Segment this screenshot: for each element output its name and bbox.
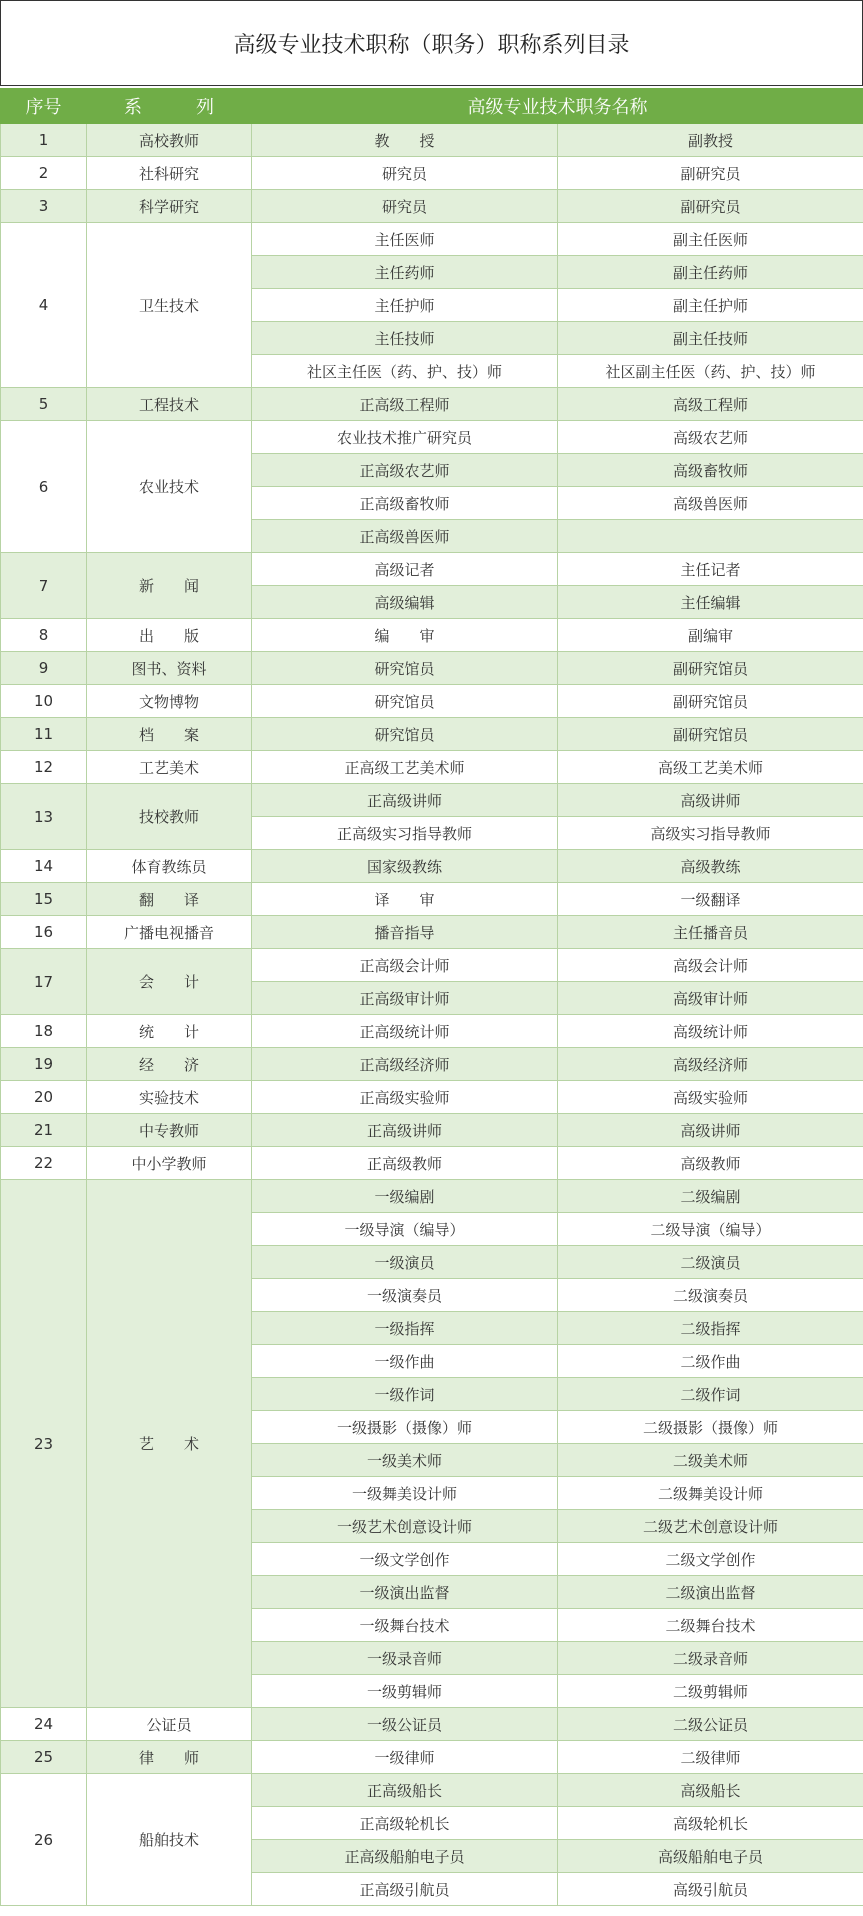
table-row [1,718,863,751]
senior-title: 正高级教师 [252,1147,558,1180]
associate-title: 二级美术师 [558,1444,863,1477]
row-number: 17 [1,949,87,1015]
row-number: 15 [1,883,87,916]
table-row [1,1708,863,1741]
associate-title: 高级统计师 [558,1015,863,1048]
associate-title: 社区副主任医（药、护、技）师 [558,355,863,388]
associate-title: 二级舞台技术 [558,1609,863,1642]
table-row [1,850,863,883]
senior-title: 正高级讲师 [252,784,558,817]
table-row [1,916,863,949]
header-series: 系 列 [87,89,252,124]
table-row [1,751,863,784]
associate-title: 二级剪辑师 [558,1675,863,1708]
associate-title: 二级文学创作 [558,1543,863,1576]
series-name: 实验技术 [87,1081,252,1114]
row-number: 14 [1,850,87,883]
associate-title: 高级工艺美术师 [558,751,863,784]
senior-title: 正高级轮机长 [252,1807,558,1840]
senior-title: 主任护师 [252,289,558,322]
table-row [1,157,863,190]
associate-title: 高级农艺师 [558,421,863,454]
table-row [1,190,863,223]
table-row [1,652,863,685]
table-row [1,1114,863,1147]
associate-title: 副主任医师 [558,223,863,256]
row-number: 3 [1,190,87,223]
row-number: 4 [1,223,87,388]
senior-title: 正高级农艺师 [252,454,558,487]
associate-title: 高级兽医师 [558,487,863,520]
associate-title: 二级作词 [558,1378,863,1411]
document-title: 高级专业技术职称（职务）职称系列目录 [0,0,863,86]
table-row [1,1147,863,1180]
series-name: 律 师 [87,1741,252,1774]
series-name: 中小学教师 [87,1147,252,1180]
associate-title: 高级实习指导教师 [558,817,863,850]
senior-title: 一级演员 [252,1246,558,1279]
associate-title: 高级船舶电子员 [558,1840,863,1873]
associate-title: 副研究馆员 [558,685,863,718]
associate-title: 二级编剧 [558,1180,863,1213]
associate-title: 副教授 [558,124,863,157]
series-name: 图书、资料 [87,652,252,685]
senior-title: 农业技术推广研究员 [252,421,558,454]
associate-title: 高级审计师 [558,982,863,1015]
senior-title: 研究馆员 [252,652,558,685]
senior-title: 正高级引航员 [252,1873,558,1906]
row-number: 9 [1,652,87,685]
senior-title: 研究馆员 [252,718,558,751]
senior-title: 一级演出监督 [252,1576,558,1609]
series-name: 公证员 [87,1708,252,1741]
associate-title: 副研究员 [558,157,863,190]
senior-title: 正高级工程师 [252,388,558,421]
associate-title: 二级艺术创意设计师 [558,1510,863,1543]
senior-title: 一级律师 [252,1741,558,1774]
series-name: 卫生技术 [87,223,252,388]
senior-title: 高级编辑 [252,586,558,619]
senior-title: 主任医师 [252,223,558,256]
associate-title: 二级舞美设计师 [558,1477,863,1510]
series-name: 新 闻 [87,553,252,619]
senior-title: 一级美术师 [252,1444,558,1477]
table-row [1,784,863,817]
series-name: 工艺美术 [87,751,252,784]
row-number: 11 [1,718,87,751]
associate-title: 一级翻译 [558,883,863,916]
senior-title: 正高级船舶电子员 [252,1840,558,1873]
senior-title: 研究馆员 [252,685,558,718]
associate-title: 副研究员 [558,190,863,223]
table-row [1,1015,863,1048]
senior-title: 正高级船长 [252,1774,558,1807]
senior-title: 一级摄影（摄像）师 [252,1411,558,1444]
associate-title: 高级轮机长 [558,1807,863,1840]
row-number: 19 [1,1048,87,1081]
series-name: 高校教师 [87,124,252,157]
senior-title: 正高级工艺美术师 [252,751,558,784]
senior-title: 正高级畜牧师 [252,487,558,520]
row-number: 20 [1,1081,87,1114]
table-row [1,223,863,256]
senior-title: 一级演奏员 [252,1279,558,1312]
series-name: 科学研究 [87,190,252,223]
associate-title: 高级讲师 [558,1114,863,1147]
table-row [1,1741,863,1774]
table-row [1,1081,863,1114]
associate-title: 二级演奏员 [558,1279,863,1312]
senior-title: 译 审 [252,883,558,916]
table-row [1,685,863,718]
associate-title: 二级作曲 [558,1345,863,1378]
series-name: 经 济 [87,1048,252,1081]
table-row [1,883,863,916]
table-row [1,1774,863,1807]
series-name: 档 案 [87,718,252,751]
associate-title: 主任编辑 [558,586,863,619]
senior-title: 国家级教练 [252,850,558,883]
table-row [1,421,863,454]
row-number: 26 [1,1774,87,1906]
associate-title: 副主任技师 [558,322,863,355]
senior-title: 主任技师 [252,322,558,355]
series-name: 社科研究 [87,157,252,190]
series-name: 工程技术 [87,388,252,421]
senior-title: 一级导演（编导） [252,1213,558,1246]
row-number: 25 [1,1741,87,1774]
series-name: 文物博物 [87,685,252,718]
senior-title: 正高级会计师 [252,949,558,982]
associate-title: 副研究馆员 [558,652,863,685]
series-name: 中专教师 [87,1114,252,1147]
associate-title: 高级引航员 [558,1873,863,1906]
series-name: 船舶技术 [87,1774,252,1906]
table-row [1,388,863,421]
row-number: 12 [1,751,87,784]
associate-title: 二级导演（编导） [558,1213,863,1246]
table-row [1,124,863,157]
row-number: 10 [1,685,87,718]
associate-title: 高级船长 [558,1774,863,1807]
table-row [1,619,863,652]
senior-title: 播音指导 [252,916,558,949]
associate-title: 副主任药师 [558,256,863,289]
table-row [1,1180,863,1213]
associate-title: 副主任护师 [558,289,863,322]
senior-title: 正高级兽医师 [252,520,558,553]
row-number: 7 [1,553,87,619]
associate-title: 高级经济师 [558,1048,863,1081]
associate-title: 二级演员 [558,1246,863,1279]
series-name: 技校教师 [87,784,252,850]
senior-title: 正高级实验师 [252,1081,558,1114]
senior-title: 一级公证员 [252,1708,558,1741]
row-number: 5 [1,388,87,421]
series-name: 出 版 [87,619,252,652]
senior-title: 高级记者 [252,553,558,586]
row-number: 21 [1,1114,87,1147]
associate-title: 主任播音员 [558,916,863,949]
senior-title: 一级作词 [252,1378,558,1411]
senior-title: 研究员 [252,157,558,190]
row-number: 1 [1,124,87,157]
row-number: 6 [1,421,87,553]
series-name: 广播电视播音 [87,916,252,949]
senior-title: 一级作曲 [252,1345,558,1378]
associate-title: 主任记者 [558,553,863,586]
table-header-row [1,89,863,124]
associate-title: 高级教练 [558,850,863,883]
header-no: 序号 [1,89,87,124]
associate-title: 二级指挥 [558,1312,863,1345]
senior-title: 正高级实习指导教师 [252,817,558,850]
senior-title: 主任药师 [252,256,558,289]
row-number: 18 [1,1015,87,1048]
series-name: 农业技术 [87,421,252,553]
table-row [1,553,863,586]
senior-title: 社区主任医（药、护、技）师 [252,355,558,388]
associate-title: 高级讲师 [558,784,863,817]
senior-title: 一级文学创作 [252,1543,558,1576]
senior-title: 教 授 [252,124,558,157]
senior-title: 正高级讲师 [252,1114,558,1147]
series-name: 艺 术 [87,1180,252,1708]
senior-title: 编 审 [252,619,558,652]
senior-title: 一级编剧 [252,1180,558,1213]
senior-title: 正高级统计师 [252,1015,558,1048]
associate-title: 二级公证员 [558,1708,863,1741]
series-name: 会 计 [87,949,252,1015]
table-row [1,949,863,982]
associate-title: 副研究馆员 [558,718,863,751]
senior-title: 一级舞台技术 [252,1609,558,1642]
associate-title: 二级录音师 [558,1642,863,1675]
senior-title: 正高级经济师 [252,1048,558,1081]
row-number: 24 [1,1708,87,1741]
row-number: 13 [1,784,87,850]
series-name: 体育教练员 [87,850,252,883]
series-name: 统 计 [87,1015,252,1048]
associate-title: 二级演出监督 [558,1576,863,1609]
row-number: 22 [1,1147,87,1180]
associate-title [558,520,863,553]
senior-title: 研究员 [252,190,558,223]
associate-title: 二级律师 [558,1741,863,1774]
title-series-table [0,88,863,1906]
senior-title: 正高级审计师 [252,982,558,1015]
associate-title: 高级工程师 [558,388,863,421]
associate-title: 高级畜牧师 [558,454,863,487]
row-number: 23 [1,1180,87,1708]
senior-title: 一级艺术创意设计师 [252,1510,558,1543]
associate-title: 副编审 [558,619,863,652]
associate-title: 高级会计师 [558,949,863,982]
row-number: 2 [1,157,87,190]
table-row [1,1048,863,1081]
row-number: 16 [1,916,87,949]
row-number: 8 [1,619,87,652]
senior-title: 一级剪辑师 [252,1675,558,1708]
associate-title: 高级实验师 [558,1081,863,1114]
header-names: 高级专业技术职务名称 [252,89,863,124]
senior-title: 一级录音师 [252,1642,558,1675]
associate-title: 二级摄影（摄像）师 [558,1411,863,1444]
series-name: 翻 译 [87,883,252,916]
senior-title: 一级舞美设计师 [252,1477,558,1510]
associate-title: 高级教师 [558,1147,863,1180]
senior-title: 一级指挥 [252,1312,558,1345]
